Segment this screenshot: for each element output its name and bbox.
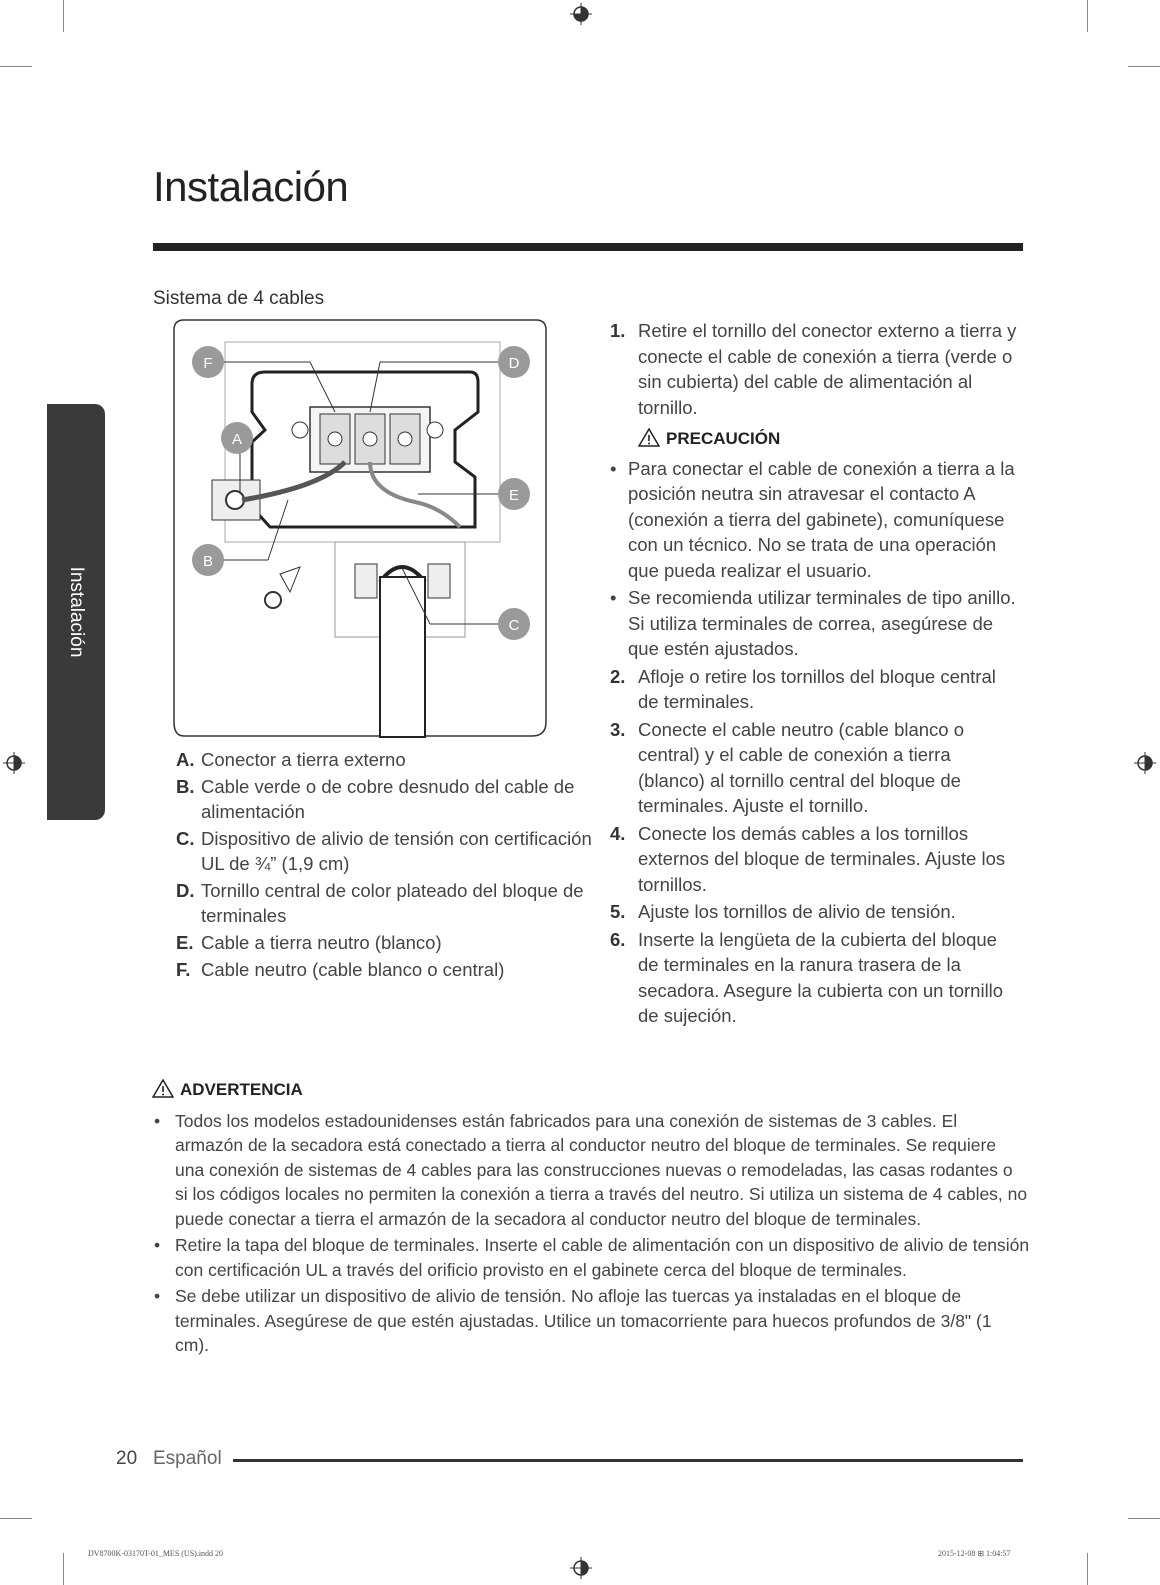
side-tab-label: Instalación	[66, 566, 87, 658]
caution-bullet: • Para conectar el cable de conexión a tierra a la posición neutra sin atravesar el contacto A (conexión a tierra del gabinete), comuníquese con un técnico. No se trata de una operación que pueda realizar el usuario.	[610, 456, 1020, 584]
crop-mark	[63, 0, 64, 32]
callout-A	[221, 422, 253, 454]
installation-steps	[610, 318, 1020, 1031]
crop-mark	[1087, 1553, 1088, 1585]
svg-text:B: B	[202, 553, 214, 570]
svg-text:E: E	[508, 487, 520, 504]
step-item: 4. Conecte los demás cables a los tornillos externos del bloque de terminales. Ajuste los tornillos.	[610, 822, 1006, 895]
print-slug-date: 2015-12-08 ⊞ 1:04:57	[938, 1549, 1011, 1558]
svg-text:C: C	[508, 617, 520, 634]
legend-item: C. Dispositivo de alivio de tensión con certificación UL de ¾” (1,9 cm)	[176, 828, 592, 874]
crop-mark	[1128, 1518, 1160, 1519]
warning-bullet: • Se debe utilizar un dispositivo de alivio de tensión. No afloje las tuercas ya instaladas en el bloque de terminales. Asegúrese de que estén ajustadas. Utilice un tomacorriente para huecos profundos de 3/8" (1 cm).	[150, 1284, 1030, 1358]
warning-bullet: • Todos los modelos estadounidenses están fabricados para una conexión de sistemas de 3 cables. El armazón de la secadora está conectado a tierra al conductor neutro del bloque de terminales. Se requiere una conexión de sistemas de 4 cables para las construcciones nuevas o remodeladas, las casas rodantes o si los códigos locales no permiten la conexión a tierra a través del neutro. Si utiliza un sistema de 4 cables, no puede conectar a tierra el armazón de la secadora al conductor neutro del bloque de terminales.	[150, 1109, 1030, 1232]
registration-mark-icon	[570, 3, 592, 25]
svg-text:A: A	[231, 431, 243, 448]
crop-mark	[63, 1553, 64, 1585]
callout-E	[498, 478, 530, 510]
caution-bullet: • Se recomienda utilizar terminales de tipo anillo. Si utiliza terminales de correa, asegúrese de que estén ajustados.	[610, 585, 1020, 662]
page-number: 20	[116, 1448, 138, 1469]
callout-B	[192, 544, 224, 576]
registration-mark-icon	[570, 1557, 592, 1579]
footer-rule	[233, 1459, 1023, 1462]
crop-mark	[0, 1518, 32, 1519]
legend-item: A. Conector a tierra externo	[176, 749, 406, 770]
crop-mark	[1087, 0, 1088, 32]
legend-item: E. Cable a tierra neutro (blanco)	[176, 932, 442, 953]
callout-D	[498, 346, 530, 378]
crop-mark	[1128, 66, 1160, 67]
section-heading: Sistema de 4 cables	[153, 288, 325, 309]
side-tab	[47, 404, 105, 820]
legend-item: B. Cable verde o de cobre desnudo del cable de alimentación	[176, 776, 575, 822]
crop-mark	[0, 66, 32, 67]
legend-item: F. Cable neutro (cable blanco o central)	[176, 959, 505, 980]
step-item: 6. Inserte la lengüeta de la cubierta del bloque de terminales en la ranura trasera de la secadora. Asegure la cubierta con un tornillo de sujeción.	[610, 928, 1004, 1026]
svg-text:F: F	[203, 355, 213, 372]
warning-heading: ADVERTENCIA	[150, 1078, 1030, 1103]
step-item: 3. Conecte el cable neutro (cable blanco o central) y el cable de conexión a tierra (blanco) al tornillo central del bloque de terminales. Ajuste el tornillo.	[610, 718, 965, 816]
step-item: 2. Afloje o retire los tornillos del bloque central de terminales.	[610, 665, 996, 712]
warning-triangle-icon	[152, 1079, 174, 1098]
footer-language: Español	[153, 1448, 222, 1469]
print-slug-file: DV8700K-03170T-01_MES (US).indd 20	[88, 1549, 224, 1558]
svg-text:D: D	[508, 355, 520, 372]
step-item: 5. Ajuste los tornillos de alivio de tensión.	[610, 901, 956, 922]
registration-mark-icon	[3, 752, 25, 774]
step-item: 1. Retire el tornillo del conector externo a tierra y conecte el cable de conexión a tierra (verde o sin cubierta) del cable de alimentación al tornillo.	[610, 320, 1017, 418]
warning-block	[150, 1078, 1030, 1360]
page-title: Instalación	[153, 163, 349, 210]
callout-F	[192, 346, 224, 378]
warning-bullet: • Retire la tapa del bloque de terminales. Inserte el cable de alimentación con un dispositivo de alivio de tensión con certificación UL a través del orificio provisto en el gabinete cerca del bloque de terminales.	[150, 1233, 1030, 1282]
legend-item: D. Tornillo central de color plateado del bloque de terminales	[176, 880, 584, 926]
caution-heading: PRECAUCIÓN	[610, 426, 1020, 452]
callout-C	[498, 608, 530, 640]
registration-mark-icon	[1134, 752, 1156, 774]
diagram-legend	[176, 747, 596, 984]
wiring-diagram	[170, 312, 550, 742]
title-rule	[153, 243, 1023, 251]
caution-triangle-icon	[638, 428, 660, 447]
